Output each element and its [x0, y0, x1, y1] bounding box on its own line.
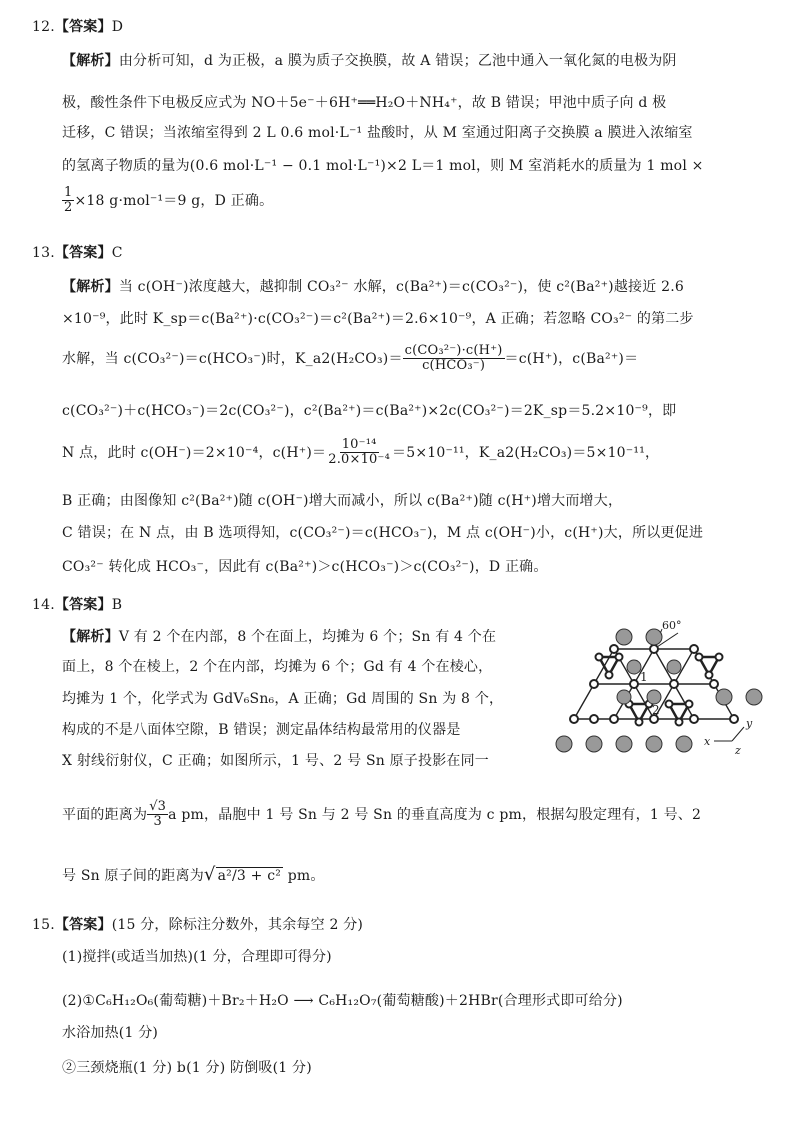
q13-number: 13. — [32, 245, 55, 261]
q14-line-6 — [62, 800, 701, 830]
q14-text-6b: a pm，晶胞中 1 号 Sn 与 2 号 Sn 的垂直高度为 c pm，根据勾股定理有，1 号、2 — [168, 806, 702, 823]
q13-line-3 — [62, 344, 638, 374]
q13-answer: C — [111, 245, 123, 261]
q13-frac2-den: 2.0×10⁻⁴ — [328, 452, 391, 468]
q12-line-4: 的氢离子物质的量为(0.6 mol·L⁻¹ − 0.1 mol·L⁻¹)×2 L＝1 mol，则 M 室消耗水的质量为 1 mol × — [62, 158, 704, 174]
q13-line-8: CO₃²⁻ 转化成 HCO₃⁻，因此有 c(Ba²⁺)＞c(HCO₃⁻)＞c(CO₃²⁻)，D 正确。 — [62, 559, 548, 575]
q15-answer: (15 分，除标注分数外，其余每空 2 分) — [111, 917, 364, 933]
q12-line-3: 迁移，C 错误；当浓缩室得到 2 L 0.6 mol·L⁻¹ 盐酸时，从 M 室通过阳离子交换膜 a 膜进入浓缩室 — [62, 125, 693, 141]
q15-line-1: (1)搅拌(或适当加热)(1 分，合理即可得分) — [62, 949, 332, 965]
q13-header — [32, 242, 123, 262]
q13-answer-tag: 【答案】 — [54, 245, 112, 261]
atom-label-2: 2 — [652, 703, 660, 717]
axis-z-label: z — [735, 744, 741, 757]
q14-root: a²/3 + c² — [217, 868, 282, 884]
q14-line-2: 面上，8 个在棱上，2 个在内部，均摊为 6 个；Gd 有 4 个在棱心， — [62, 659, 493, 675]
q15-answer-tag: 【答案】 — [54, 917, 112, 933]
q13-line-1 — [62, 276, 684, 296]
q15-number: 15. — [32, 917, 55, 933]
axis-arrows — [714, 727, 744, 741]
q12-text-5: ×18 g·mol⁻¹＝9 g，D 正确。 — [74, 192, 274, 209]
q14-analysis-tag: 【解析】 — [62, 629, 119, 645]
crystal-structure-figure — [554, 619, 768, 759]
axis-x-label: x — [704, 735, 711, 748]
q12-answer: D — [111, 19, 124, 35]
q15-line-2: (2)①C₆H₁₂O₆(葡萄糖)＋Br₂＋H₂O ⟶ C₆H₁₂O₇(葡萄糖酸)＋2HBr(合理形式即可给分) — [62, 993, 623, 1009]
q15-header — [32, 914, 363, 934]
q15-line-4: ②三颈烧瓶(1 分) b(1 分) 防倒吸(1 分) — [62, 1060, 312, 1076]
q12-number: 12. — [32, 19, 55, 35]
q14-frac-den: 3 — [153, 814, 162, 830]
q13-line-6: B 正确；由图像知 c²(Ba²⁺)随 c(OH⁻)增大而减小，所以 c(Ba²⁺)随 c(H⁺)增大而增大， — [62, 493, 623, 509]
q14-line-5: X 射线衍射仪，C 正确；如图所示，1 号、2 号 Sn 原子投影在同一 — [62, 753, 490, 769]
q13-line-7: C 错误；在 N 点，由 B 选项得知，c(CO₃²⁻)＝c(HCO₃⁻)，M 点 c(OH⁻)小，c(H⁺)大，所以更促进 — [62, 525, 704, 541]
q14-line-3: 均摊为 1 个，化学式为 GdV₆Sn₆，A 正确；Gd 周围的 Sn 为 8 个， — [62, 691, 504, 707]
q12-answer-tag: 【答案】 — [54, 19, 112, 35]
q14-text-7b: pm。 — [283, 868, 325, 884]
atom-label-1: 1 — [640, 670, 648, 684]
q14-header — [32, 594, 122, 614]
q13-text-5b: ＝5×10⁻¹¹，K_a2(H₂CO₃)＝5×10⁻¹¹， — [392, 444, 660, 461]
q14-text-1: V 有 2 个在内部，8 个在面上，均摊为 6 个；Sn 有 4 个在 — [118, 629, 497, 645]
q14-fraction — [147, 800, 168, 830]
q13-fraction-2 — [326, 438, 392, 468]
q13-line-4: c(CO₃²⁻)＋c(HCO₃⁻)＝2c(CO₃²⁻)，c²(Ba²⁺)＝c(Ba²⁺)×2c(CO₃²⁻)＝2K_sp＝5.2×10⁻⁹，即 — [62, 403, 677, 419]
q12-line-1 — [62, 50, 677, 70]
q14-answer: B — [111, 597, 123, 613]
q14-text-7a: 号 Sn 原子间的距离为 — [62, 868, 204, 884]
q13-line-5 — [62, 438, 659, 468]
q13-frac1-den: c(HCO₃⁻) — [422, 358, 486, 374]
q12-line-5 — [62, 186, 273, 216]
q14-line-4: 构成的不是八面体空隙，B 错误；测定晶体结构最常用的仪器是 — [62, 722, 461, 738]
q14-text-6a: 平面的距离为 — [62, 806, 148, 823]
q14-line-7: 号 Sn 原子间的距离为√ a²/3 + c² pm。 — [62, 864, 325, 885]
q12-line-2: 极，酸性条件下电极反应式为 NO＋5e⁻＋6H⁺══H₂O＋NH₄⁺，故 B 错误；甲池中质子向 d 极 — [62, 95, 667, 111]
q12-fraction — [62, 186, 74, 216]
q14-frac-num: √3 — [149, 799, 167, 814]
q13-frac2-num: 10⁻¹⁴ — [341, 437, 377, 452]
q13-text-5a: N 点，此时 c(OH⁻)＝2×10⁻⁴，c(H⁺)＝ — [62, 444, 327, 461]
q12-text-1: 由分析可知，d 为正极，a 膜为质子交换膜，故 A 错误；乙池中通入一氧化氮的电极为阴 — [118, 53, 677, 69]
q14-line-1 — [62, 626, 496, 646]
sn-atoms — [556, 629, 762, 752]
q13-frac1-num: c(CO₃²⁻)·c(H⁺) — [404, 343, 503, 358]
q14-number: 14. — [32, 597, 55, 613]
q12-header — [32, 16, 123, 36]
q13-line-2: ×10⁻⁹，此时 K_sp＝c(Ba²⁺)·c(CO₃²⁻)＝c²(Ba²⁺)＝2.6×10⁻⁹，A 正确；若忽略 CO₃²⁻ 的第二步 — [62, 311, 694, 327]
q12-analysis-tag: 【解析】 — [62, 53, 119, 69]
q14-answer-tag: 【答案】 — [54, 597, 112, 613]
q13-fraction-1 — [403, 344, 505, 374]
angle-label: 60° — [662, 619, 682, 632]
q13-text-1: 当 c(OH⁻)浓度越大，越抑制 CO₃²⁻ 水解，c(Ba²⁺)＝c(CO₃²⁻)，使 c²(Ba²⁺)越接近 2.6 — [118, 279, 684, 295]
q12-frac-num: 1 — [64, 185, 73, 200]
axis-y-label: y — [746, 717, 753, 730]
q12-frac-den: 2 — [64, 200, 73, 216]
q13-text-3b: ＝c(H⁺)，c(Ba²⁺)＝ — [504, 350, 639, 367]
q13-analysis-tag: 【解析】 — [62, 279, 119, 295]
q13-text-3a: 水解，当 c(CO₃²⁻)＝c(HCO₃⁻)时，K_a2(H₂CO₃)＝ — [62, 350, 403, 367]
q15-line-3: 水浴加热(1 分) — [62, 1025, 159, 1041]
